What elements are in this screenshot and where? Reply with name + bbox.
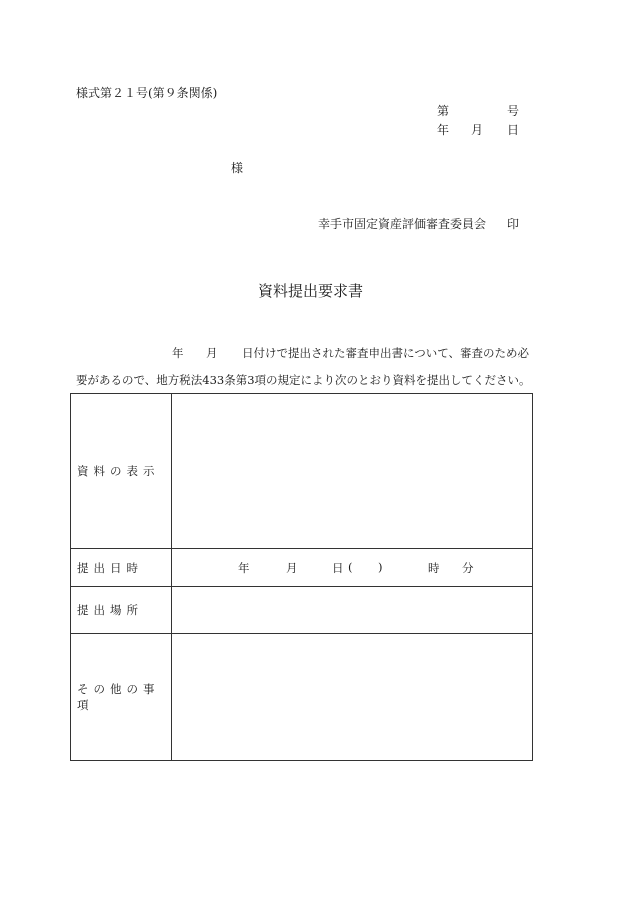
row-label-material: 資料の表示 [71,394,172,549]
addressee-honorific: 様 [231,161,244,175]
body-month-label: 月 [206,346,218,360]
submission-datetime-field[interactable] [172,549,533,587]
table-row [71,549,533,587]
material-description-field[interactable] [172,394,533,549]
dt-paren-open: ( [348,560,353,574]
body-line1-text: 日付けで提出された審査申出書について、審査のため必 [242,346,530,360]
table-row [71,394,533,549]
row-label-other: その他の事項 [71,634,172,761]
number-prefix: 第 [437,104,450,118]
body-year-label: 年 [172,346,184,360]
date-day-label: 日 [507,123,520,137]
dt-paren-close: ) [378,560,383,574]
row-label-place: 提出場所 [71,587,172,634]
dt-day-label: 日 [332,561,344,575]
dt-month-label: 月 [286,561,298,575]
seal-mark: 印 [507,217,520,231]
row-label-datetime: 提出日時 [71,549,172,587]
other-matters-field[interactable] [172,634,533,761]
number-suffix: 号 [507,104,520,118]
document-title: 資料提出要求書 [258,282,364,300]
dt-year-label: 年 [238,561,250,575]
body-line2-text: 要があるので、地方税法433条第3項の規定により次のとおり資料を提出してください。 [76,373,531,387]
dt-minute-label: 分 [462,561,474,575]
sender-name: 幸手市固定資産評価審査委員会 [318,217,487,231]
dt-hour-label: 時 [428,561,440,575]
date-year-label: 年 [437,123,450,137]
form-number: 様式第２１号(第９条関係) [76,86,218,100]
date-month-label: 月 [471,123,484,137]
request-form-table [70,393,533,761]
submission-place-field[interactable] [172,587,533,634]
table-row [71,587,533,634]
table-row [71,634,533,761]
